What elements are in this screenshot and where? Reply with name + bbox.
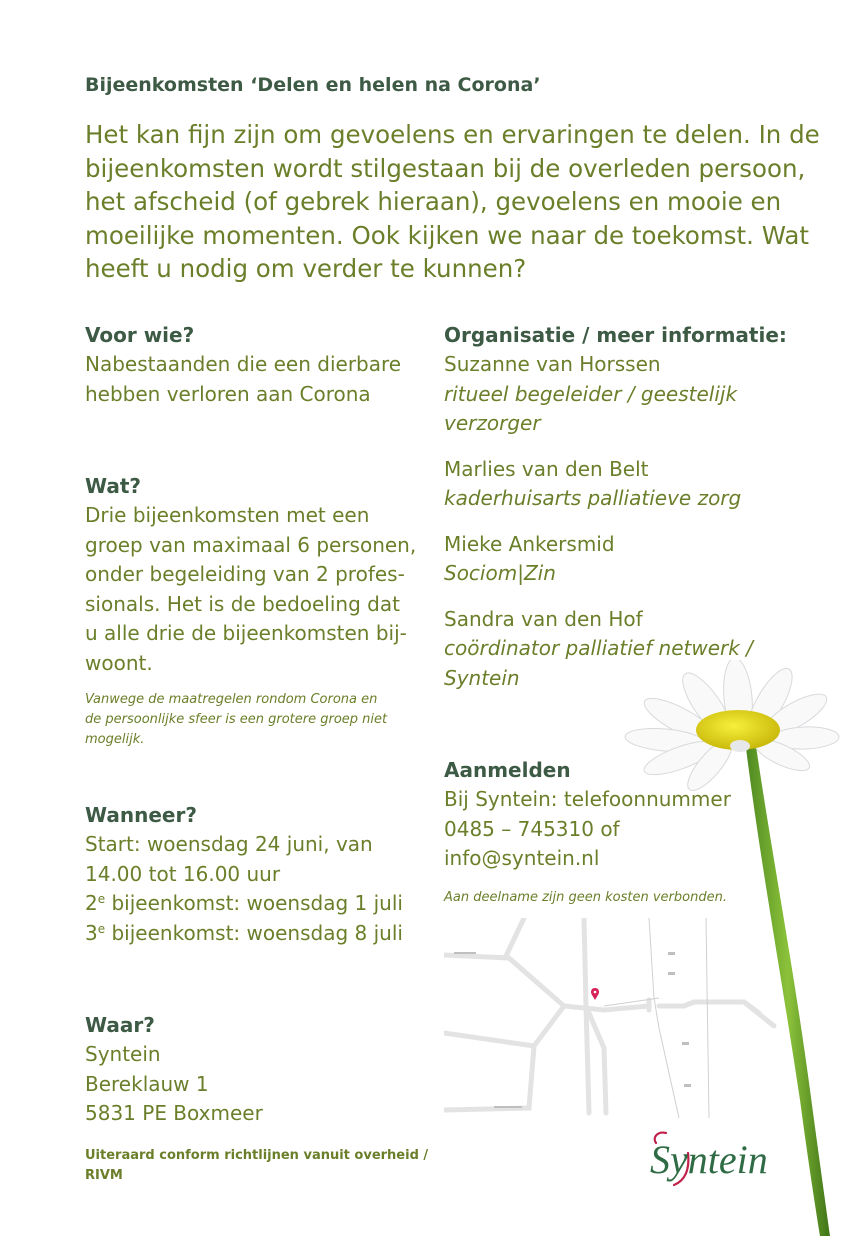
address-line: Syntein (85, 1042, 161, 1066)
waar-note-line: Uiteraard conform richtlijnen vanuit overheid / (85, 1147, 429, 1163)
wanneer-second-line (85, 889, 403, 919)
aanmelden-line: 0485 – 745310 of (444, 816, 620, 841)
syntein-logo (648, 1123, 788, 1195)
email-link[interactable]: info@syntein.nl (444, 846, 600, 870)
ordinal-suffix: e (97, 892, 106, 906)
map-road (589, 1013, 606, 1113)
voor-wie-line: Nabestaanden die een dierbare (85, 352, 402, 376)
waar-note (85, 1146, 428, 1186)
flower-petal-lower (730, 740, 750, 752)
ordinal-number: 2 (85, 891, 98, 915)
person-role: verzorger (444, 411, 541, 435)
wat-line: woont. (85, 650, 153, 675)
wat-heading: Wat? (85, 474, 142, 498)
wat-note-line: mogelijk. (85, 732, 145, 747)
wat-note-line: de persoonlijke sfeer is een grotere groep niet (85, 712, 388, 727)
voor-wie-line: hebben verloren aan Corona (85, 381, 371, 406)
waar-note-line: RIVM (85, 1167, 123, 1183)
voor-wie-heading: Voor wie? (85, 323, 195, 347)
person-name: Mieke Ankersmid (444, 531, 615, 556)
address-line: 5831 PE Boxmeer (85, 1101, 263, 1125)
wat-line: onder begeleiding van 2 profes- (85, 562, 405, 586)
ordinal-number: 3 (85, 920, 98, 945)
ordinal-suffix: e (97, 921, 106, 936)
organisatie-section (444, 320, 787, 693)
aanmelden-note: Aan deelname zijn geen kosten verbonden. (444, 889, 727, 905)
person-role: ritueel begeleider / geestelijk (444, 381, 738, 406)
aanmelden-heading: Aanmelden (444, 758, 571, 782)
intro-line: bijeenkomsten wordt stilgestaan bij de overleden persoon, (85, 153, 806, 183)
person-name: Sandra van den Hof (444, 606, 643, 631)
person-role: kaderhuisarts palliatieve zorg (444, 486, 742, 510)
syntein-logo-mark (648, 1123, 788, 1191)
page-title: Bijeenkomsten ‘Delen en helen na Corona’ (85, 74, 541, 96)
wat-section (85, 471, 416, 750)
person-name: Suzanne van Horssen (444, 352, 661, 376)
meeting-date: bijeenkomst: woensdag 8 juli (105, 920, 403, 945)
intro-line: moeilijke momenten. Ook kijken we naar de toekomst. Wat (85, 220, 809, 250)
person-role: Syntein (444, 665, 520, 690)
wanneer-third-line (85, 919, 403, 949)
wanneer-start-line: 14.00 tot 16.00 uur (85, 861, 281, 886)
wanneer-section (85, 800, 403, 948)
intro-line: Het kan fijn zijn om gevoelens en ervaringen te delen. In de (85, 120, 820, 149)
map-road (506, 918, 524, 956)
waar-section (85, 1010, 428, 1186)
voor-wie-section (85, 320, 401, 409)
map-label-block (494, 1106, 522, 1108)
map-marker-icon (591, 988, 599, 1000)
person-name: Marlies van den Belt (444, 456, 649, 481)
map-road (444, 1046, 534, 1110)
organisatie-heading: Organisatie / meer informatie: (444, 323, 787, 347)
waar-heading: Waar? (85, 1013, 155, 1037)
person-role: coördinator palliatief netwerk / (444, 636, 753, 660)
wat-line: Drie bijeenkomsten met een (85, 503, 370, 527)
wat-line: sionals. Het is de bedoeling dat (85, 591, 400, 616)
intro-line: het afscheid (of gebrek hieraan), gevoelens en mooie en (85, 187, 782, 216)
meeting-date: bijeenkomst: woensdag 1 juli (105, 891, 403, 915)
intro-paragraph (85, 118, 820, 286)
wat-note-line: Vanwege de maatregelen rondom Corona en (85, 692, 378, 707)
logo-wordmark: Syntein (650, 1137, 768, 1182)
map-label-block (454, 952, 476, 954)
wat-note (85, 690, 416, 750)
wanneer-heading: Wanneer? (85, 803, 197, 827)
aanmelden-line: Bij Syntein: telefoonnummer (444, 787, 731, 811)
intro-line: heeft u nodig om verder te kunnen? (85, 254, 527, 283)
wat-line: groep van maximaal 6 personen, (85, 532, 417, 557)
map-road (444, 1006, 564, 1046)
wanneer-start-line: Start: woensdag 24 juni, van (85, 832, 373, 856)
wat-line: u alle drie de bijeenkomsten bij- (85, 621, 407, 645)
address-line: Bereklauw 1 (85, 1071, 209, 1096)
person-role: Sociom|Zin (444, 561, 556, 585)
